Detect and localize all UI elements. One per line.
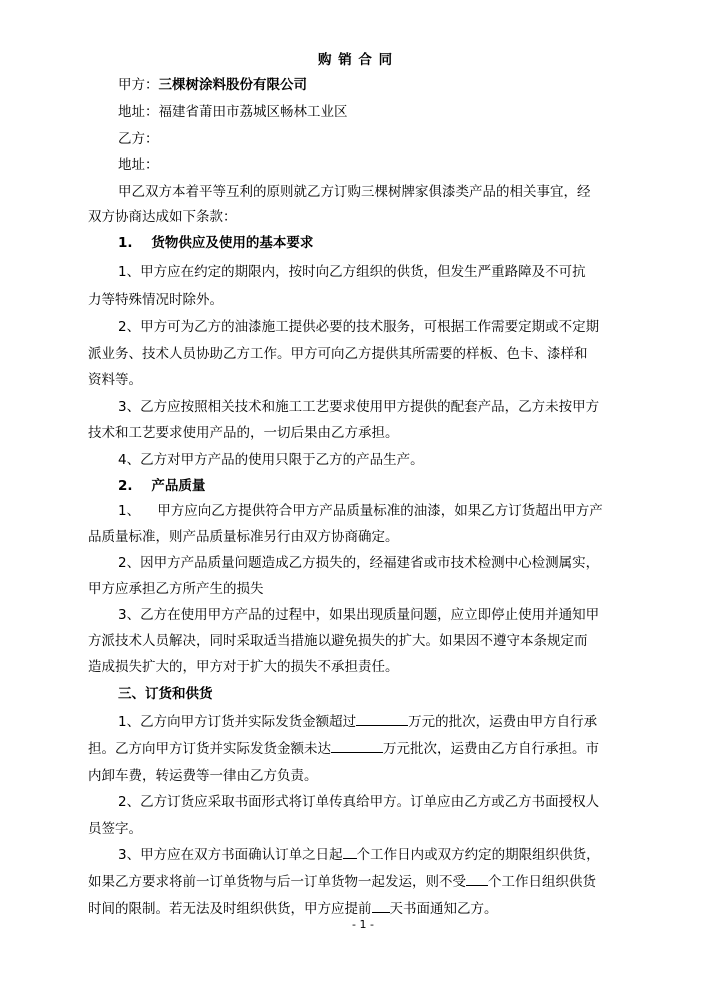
party-b: 乙方：: [118, 131, 159, 147]
s1-item2-line1: 2、甲方可为乙方的油漆施工提供必要的技术服务，可根据工作需要定期或不定期: [118, 319, 600, 335]
s1-item3-line2: 技术和工艺要求使用产品的，一切后果由乙方承担。: [88, 425, 399, 441]
page-number: - 1 -: [352, 918, 374, 931]
blank-amount-1: [356, 713, 408, 726]
s2-item1-line2: 品质量标准，则产品质量标准另行由双方协商确定。: [88, 529, 399, 545]
s2-item3-line3: 造成损失扩大的，甲方对于扩大的损失不承担责任。: [88, 659, 399, 675]
s3-item1-line3: 内卸车费，转运费等一律由乙方负责。: [88, 768, 318, 784]
s3-item3-line2: [88, 873, 596, 891]
address-a: 地址：福建省莆田市荔城区畅林工业区: [118, 104, 348, 120]
section-3-title: 三、订货和供货: [118, 686, 213, 702]
s3-item3-line1-pre: 3、甲方应在双方书面确认订单之日起: [118, 847, 343, 863]
document-title: 购 销 合 同: [318, 52, 394, 68]
blank-days-2: [466, 873, 488, 886]
party-a-label: 甲方：: [118, 77, 159, 93]
s2-item2-line1: 2、因甲方产品质量问题造成乙方损失的，经福建省或市技术检测中心检测属实，: [118, 555, 600, 571]
section-2-title: 2. 产品质量: [118, 478, 206, 494]
blank-days-1: [343, 846, 357, 859]
s1-item3-line1: 3、乙方应按照相关技术和施工工艺要求使用甲方提供的配套产品，乙方未按甲方: [118, 399, 600, 415]
s1-item2-line3: 资料等。: [88, 372, 142, 388]
s2-item3-line1: 3、乙方在使用甲方产品的过程中，如果出现质量问题，应立即停止使用并通知甲: [118, 607, 600, 623]
section-1-title: 1. 货物供应及使用的基本要求: [118, 235, 314, 251]
s3-item1-line2-post: 万元批次，运费由乙方自行承担。市: [383, 741, 599, 757]
blank-days-3: [372, 900, 390, 913]
s3-item3-line3: [88, 900, 498, 918]
s3-item2-line2: 员签字。: [88, 821, 142, 837]
s1-item1-line1: 1、甲方应在约定的期限内，按时向乙方组织的供货，但发生严重路障及不可抗: [118, 264, 586, 280]
s3-item1-line2: [88, 740, 599, 758]
s2-item1-line1: 1、 甲方应向乙方提供符合甲方产品质量标准的油漆，如果乙方订货超出甲方产: [118, 503, 603, 519]
s3-item2-line1: 2、乙方订货应采取书面形式将订单传真给甲方。订单应由乙方或乙方书面授权人: [118, 794, 600, 810]
s2-item3-line2: 方派技术人员解决，同时采取适当措施以避免损失的扩大。如果因不遵守本条规定而: [88, 633, 588, 649]
party-a-name: 三棵树涂料股份有限公司: [158, 77, 307, 93]
s3-item3-line3-pre: 时间的限制。若无法及时组织供货，甲方应提前: [88, 901, 372, 917]
s2-item2-line2: 甲方应承担乙方所产生的损失: [88, 581, 264, 597]
s3-item1-line1-post: 万元的批次，运费由甲方自行承: [408, 714, 598, 730]
s1-item1-line2: 力等特殊情况时除外。: [88, 292, 223, 308]
s3-item1-line1-pre: 1、乙方向甲方订货并实际发货金额超过: [118, 714, 357, 730]
s3-item3-line1-post: 个工作日内或双方约定的期限组织供货，: [356, 847, 600, 863]
s3-item3-line3-post: 天书面通知乙方。: [389, 901, 498, 917]
address-b: 地址：: [118, 157, 159, 173]
s3-item3-line1: [118, 846, 600, 864]
s3-item3-line2-post: 个工作日组织供货: [488, 874, 596, 890]
blank-amount-2: [331, 740, 383, 753]
intro-line-1: 甲乙双方本着平等互利的原则就乙方订购三棵树牌家俱漆类产品的相关事宜，经: [118, 184, 591, 200]
party-a-line: [118, 76, 307, 94]
s1-item2-line2: 派业务、技术人员协助乙方工作。甲方可向乙方提供其所需要的样板、色卡、漆样和: [88, 346, 588, 362]
intro-line-2: 双方协商达成如下条款：: [88, 209, 237, 225]
s1-item4: 4、乙方对甲方产品的使用只限于乙方的产品生产。: [118, 452, 424, 468]
s3-item1-line2-pre: 担。乙方向甲方订货并实际发货金额未达: [88, 741, 331, 757]
s3-item3-line2-pre: 如果乙方要求将前一订单货物与后一订单货物一起发运，则不受: [88, 874, 466, 890]
s3-item1-line1: [118, 713, 597, 731]
